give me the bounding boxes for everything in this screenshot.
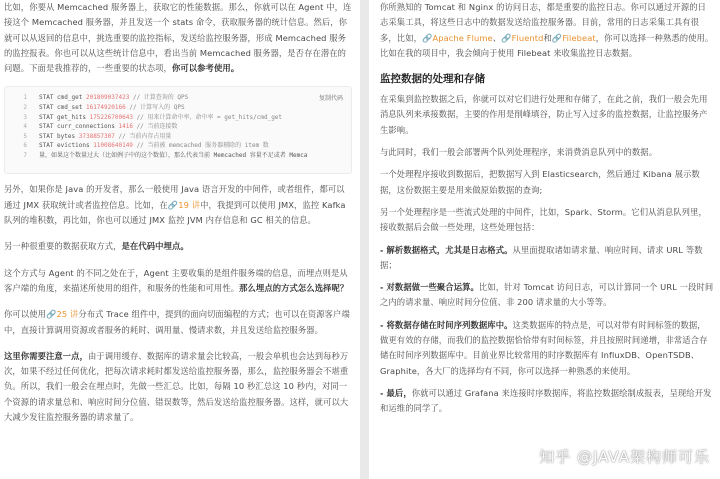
line-number: 1 xyxy=(23,94,27,102)
code-value: 201809037423 xyxy=(85,94,130,102)
code-line xyxy=(11,151,345,161)
paragraph: 比如，你要从 Memcached 服务器上，获取它的性能数据。那么，你就可以在 Agent 中，连接这个 Memcached 服务器，并且发送一个 stats 命令，获取服务器的统计信息。然后，你就可以从返回的信息中，挑选重要的监控指标，发送给监控服务器，形成 Memcached 服务的监控报表。你也可以从这些统计信息中，看出当前 Memcached 服务器，是否存在潜在的问题。下面是我推荐的，一些重要的状态项，你可以参考使用。 xyxy=(4,2,352,74)
code-line xyxy=(11,103,345,113)
paragraph: 一个处理程序接收到数据后，把数据写入到 Elasticsearch，然后通过 Kibana 展示数据，这份数据主要是用来做原始数据的查询; xyxy=(380,169,700,195)
list-item: - 解析数据格式，尤其是日志格式。从里面提取诸如请求量、响应时间、请求 URL 等数据； xyxy=(380,244,703,270)
code-key: STAT curr_connections xyxy=(39,123,119,131)
paragraph: 你可以使用🔗25 讲分布式 Trace 组件中，提到的面向切面编程的方式；也可以在资源客户端中，直接计算调用资源或者服务的耗时、调用量、慢请求数，并且发送给监控服务器。 xyxy=(4,309,350,335)
filebeat-link[interactable]: 🔗Filebeat xyxy=(551,32,596,43)
line-number: 6 xyxy=(23,142,27,150)
list-item: - 最后，你就可以通过 Grafana 来连接时序数据库，将监控数据绘制成报表，呈现给开发和运维的同学了。 xyxy=(380,387,712,414)
code-key: 量，如果这个数量过大（比如例子中的这个数值），那么代表当前 Memcached 容量不足或者 Memca xyxy=(39,152,308,160)
paragraph: 另外，如果你是 Java 的开发者，那么一般使用 Java 语言开发的中间件，或者组件，都可以通过 JMX 获取统计或者监控信息。比如，在🔗19 讲中，我提到可以使用 JMX，监控 Kafka 队列的堆积数，再比如，你也可以通过 JMX 监控 JVM 内存信息和 GC 相关的信息。 xyxy=(4,184,346,226)
lesson-25-link[interactable]: 🔗25 讲 xyxy=(46,309,79,320)
paragraph: 另一个处理程序是一些流式处理的中间件，比如，Spark、Storm。它们从消息队列里，接收数据后会做一些处理，这些处理包括： xyxy=(380,206,707,233)
code-comment: // 计算查询的 QPS xyxy=(132,94,189,102)
code-comment: // 当前被 memcached 服务器剔除的 item 数 xyxy=(136,142,269,150)
list-item: - 将数据存储在时间序列数据库中。这类数据库的特点是，可以对带有时间标签的数据，做更有效的存储，而我们的监控数据恰恰带有时间标签，并且按照时间递增，非常适合存储在时间序列数据库中。目前业界比较常用的时序数据库有 InfluxDB、OpenTSDB、Graphite，各大厂的选择均有不同，你可以选择一种熟悉的来使用。 xyxy=(380,319,708,376)
code-key: STAT cmd_get xyxy=(39,94,86,102)
code-comment: // 当前内存占用量 xyxy=(118,132,172,140)
section-heading: 监控数据的处理和存储 xyxy=(380,73,485,86)
code-lines xyxy=(11,93,345,160)
code-value: 1416 xyxy=(118,123,133,131)
apache-flume-link[interactable]: 🔗Apache Flume xyxy=(422,32,493,43)
code-line xyxy=(11,93,345,103)
paragraph: 与此同时，我们一般会部署两个队列处理程序，来消费消息队列中的数据。 xyxy=(380,147,658,158)
code-line xyxy=(11,122,345,132)
code-comment: // 计算写入的 QPS xyxy=(129,104,185,112)
paragraph: 这里你需要注意一点，由于调用缓存、数据库的请求量会比较高，一般会单机也会达到每秒万次，如果不经过任何优化，把每次请求耗时都发送给监控服务器，那么，监控服务器会不堪重负。所以，我们一般会在埋点时，先做一些汇总。比如，每隔 10 秒汇总这 10 秒内，对同一个资源的请求量总和、响应时间分位值、错误数等，然后发送给监控服务器。这样，就可以大大减少发往监控服务器的请求量了。 xyxy=(4,350,349,423)
line-number: 3 xyxy=(23,113,27,121)
left-page xyxy=(0,0,358,479)
code-key: STAT get_hits xyxy=(39,113,90,121)
line-number: 2 xyxy=(23,104,27,112)
code-value: 11008640149 xyxy=(93,142,133,150)
line-number: 4 xyxy=(23,123,27,131)
paragraph: 另一种很重要的数据获取方式，是在代码中埋点。 xyxy=(4,241,189,252)
code-value: 3738857307 xyxy=(78,132,115,140)
fluentd-link[interactable]: 🔗Fluentd xyxy=(501,32,544,43)
code-comment: // 当前连接数 xyxy=(136,123,178,131)
code-value: 16174920166 xyxy=(85,104,126,112)
page-divider xyxy=(360,0,369,479)
watermark: 知乎 @JAVA架构师可乐 xyxy=(539,448,710,466)
code-block xyxy=(4,86,352,174)
paragraph: 在采集到监控数据之后，你就可以对它们进行处理和存储了，在此之前，我们一般会先用消息队列来承接数据，主要的作用是削峰填谷，防止写入过多的监控数据，让监控服务产生影响。 xyxy=(380,94,708,135)
paragraph: 你所熟知的 Tomcat 和 Nginx 的访问日志，都是重要的监控日志。你可以通过开源的日志采集工具，将这些日志中的数据发送给监控服务器。目前，常用的日志采集工具有很多，比如，🔗Apache Flume、🔗Fluentd和🔗Filebeat，你可以选择一种熟悉的使用。比如在我的项目中，我会倾向于使用 Filebeat 来收集监控日志数据。 xyxy=(380,2,714,58)
copy-code-button[interactable]: 复制代码 xyxy=(318,95,343,103)
right-page xyxy=(370,0,720,479)
code-line xyxy=(11,132,345,142)
code-value: 175226700643 xyxy=(89,113,133,121)
code-comment: // 用来计算命中率，命中率 = get_hits/cmd_get xyxy=(136,113,283,121)
line-number: 5 xyxy=(23,132,27,140)
list-item: - 对数据做一些聚合运算。比如，针对 Tomcat 访问日志，可以计算同一个 URL 一段时间之内的请求量、响应时间分位值、非 200 请求量的大小等等。 xyxy=(380,282,714,308)
line-number: 7 xyxy=(23,152,27,160)
code-line xyxy=(11,113,345,123)
paragraph: 这个方式与 Agent 的不同之处在于，Agent 主要收集的是组件服务端的信息，而埋点则是从客户端的角度，来描述所使用的组件，和服务的性能和可用性。那么埋点的方式怎么选择呢？ xyxy=(4,267,349,293)
code-key: STAT cmd_set xyxy=(39,104,86,112)
lesson-19-link[interactable]: 🔗19 讲 xyxy=(167,199,201,210)
code-line xyxy=(11,141,345,151)
code-key: STAT evictions xyxy=(39,142,94,150)
code-key: STAT bytes xyxy=(39,132,79,140)
